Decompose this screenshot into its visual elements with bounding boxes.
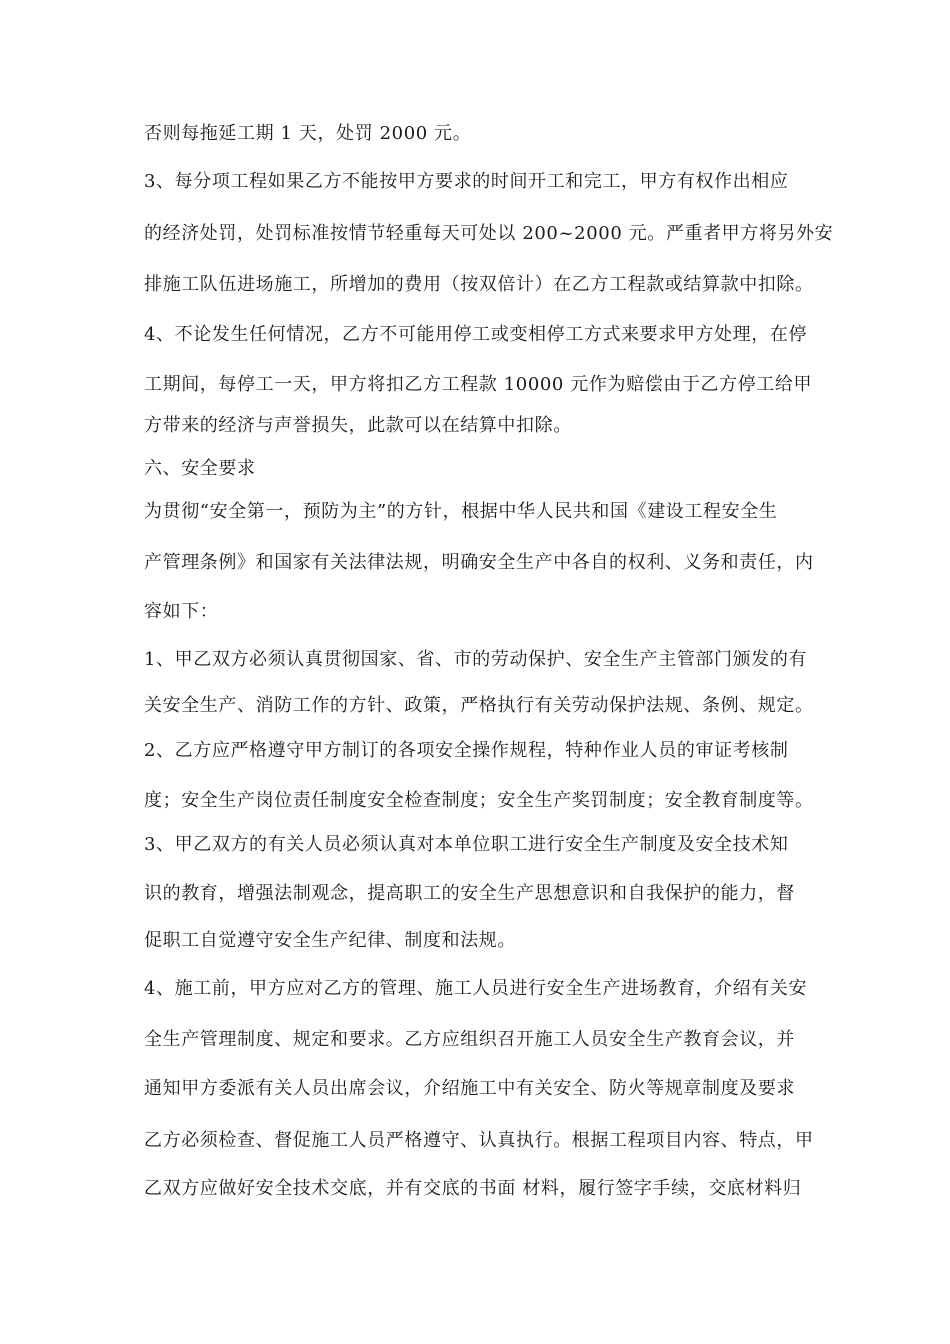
text-line: 4、施工前，甲方应对乙方的管理、施工人员进行安全生产进场教育，介绍有关安: [144, 978, 808, 999]
text-line: 排施工队伍进场施工，所增加的费用（按双倍计）在乙方工程款或结算款中扣除。: [144, 274, 814, 295]
text-line: 通知甲方委派有关人员出席会议，介绍施工中有关安全、防火等规章制度及要求: [144, 1078, 795, 1099]
text-line: 4、不论发生任何情况，乙方不可能用停工或变相停工方式来要求甲方处理，在停: [144, 324, 808, 345]
text-line: 关安全生产、消防工作的方针、政策，严格执行有关劳动保护法规、条例、规定。: [144, 695, 814, 716]
text-line: 容如下：: [144, 601, 219, 622]
text-line: 工期间，每停工一天，甲方将扣乙方工程款 10000 元作为赔偿由于乙方停工给甲: [144, 374, 813, 395]
text-line: 的经济处罚，处罚标准按情节轻重每天可处以 200~2000 元。严重者甲方将另外安: [144, 223, 834, 244]
text-line: 否则每拖延工期 1 天，处罚 2000 元。: [144, 123, 472, 144]
text-line: 促职工自觉遵守安全生产纪律、制度和法规。: [144, 930, 516, 951]
text-line: 1、甲乙双方必须认真贯彻国家、省、市的劳动保护、安全生产主管部门颁发的有: [144, 649, 808, 670]
text-line: 2、乙方应严格遵守甲方制订的各项安全操作规程，特种作业人员的审证考核制: [144, 740, 789, 761]
section-heading: 六、安全要求: [144, 458, 256, 479]
text-line: 为贯彻“安全第一，预防为主”的方针，根据中华人民共和国《建设工程安全生: [144, 501, 778, 522]
text-line: 乙方必须检查、督促施工人员严格遵守、认真执行。根据工程项目内容、特点，甲: [144, 1130, 814, 1151]
text-line: 产管理条例》和国家有关法律法规，明确安全生产中各自的权利、义务和责任，内: [144, 552, 814, 573]
text-line: 方带来的经济与声誉损失，此款可以在结算中扣除。: [144, 415, 572, 436]
text-line: 识的教育，增强法制观念，提高职工的安全生产思想意识和自我保护的能力，督: [144, 883, 795, 904]
text-line: 3、每分项工程如果乙方不能按甲方要求的时间开工和完工，甲方有权作出相应: [144, 171, 789, 192]
text-line: 乙双方应做好安全技术交底，并有交底的书面 材料，履行签字手续，交底材料归: [144, 1178, 802, 1199]
text-line: 3、甲乙双方的有关人员必须认真对本单位职工进行安全生产制度及安全技术知: [144, 834, 789, 855]
text-line: 度；安全生产岗位责任制度安全检查制度；安全生产奖罚制度；安全教育制度等。: [144, 790, 814, 811]
text-line: 全生产管理制度、规定和要求。乙方应组织召开施工人员安全生产教育会议，并: [144, 1029, 795, 1050]
